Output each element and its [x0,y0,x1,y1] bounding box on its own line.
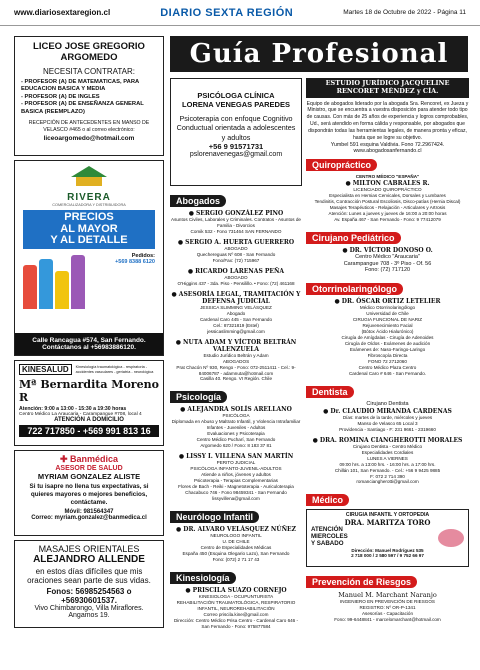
kinesiologo-line: Correo priscila.kine@gmail.com [203,611,269,617]
medico-dir: Dirección: Manuel Rodríguez 535 [351,547,424,553]
abogado-line: Cardenal Caro 445 - San Fernando [199,316,272,322]
abogado-name [170,239,302,246]
banmedica-name: MYRIAM GONZALEZ ALISTE [37,472,141,481]
section-medico: Médico [306,494,349,506]
abogado-name-text: RICARDO LARENAS PEÑA [195,267,285,275]
estudio-title: ESTUDIO JURÍDICO JACQUELINE RENCORET MÉNDEZ y CÍA. [306,78,469,98]
kinesiologo-line: REHABILITACIÓN TRAUMATOLÓGICA, RESPIRATORIO INFANTIL, NEUROREHABILITACIÓN [176,599,296,611]
rivera-orders [87,253,155,265]
kinesalud-ad [14,360,164,446]
medico-ad [306,509,469,567]
liceo-need: NECESITA CONTRATAR: [42,66,135,76]
psicologo-line: Chacabuco 746 - Fono 98459341 - San Fernando [185,490,287,496]
dentista-line: Cirujano Dentista - Centro Médico [352,443,423,449]
guia-title: Guía Profesional [170,36,468,72]
masajes-phones: Fonos: 56985254563 o +56930601537. [46,587,132,606]
kinesiologia-list [170,587,302,630]
abogado-line: ABOGADOS [222,358,250,364]
kinesalud-name: Mª Bernardita Moreno R [19,378,159,404]
psicologo-line: PSICÓLOGA [222,413,250,419]
quiro-line: Tendinitis, Contracción Postural Escoliosis, Disco-patías (Hernia Discal) [314,198,461,204]
abogado-line: jessicaslimming@gmail.com [207,328,265,334]
newspaper-name: DIARIO SEXTA REGIÓN [160,6,294,19]
psicologo-name-text: LISSY I. VILLENA SAN MARTÍN [186,453,294,461]
section-riesgos: Prevención de Riesgos [306,576,417,588]
psicologo-line: PERITO JUDICIAL [216,460,256,466]
bullet-icon: ● [188,210,194,217]
otorrino-line: Centro Médico Plaza Centro [358,364,417,370]
otorrino-line: (Bótox Ácido Hialurónico) [361,329,414,335]
promo-line: AL MAYOR [60,222,118,235]
child-illustration-icon [438,529,464,547]
quiro-line: Atención: Lunes a jueves y jueves de 16:00 a 20:00 horas [328,210,447,216]
abogado-line: JESSICA SLIMMING VELÁSQUEZ [200,304,272,310]
kinesalud-home: ATENCIÓN A DOMICILIO [54,417,124,423]
cirujano-line: Centro Médico "Araucaria" [355,253,420,260]
middle-column [170,78,302,634]
otorrino-line: Fibroscopía Directa [367,353,408,358]
banmedica-pitch: Si tu isapre no llena tus expectativas, si quieres mayores o mejores beneficios, contáctame. [29,483,149,506]
bullet-icon: ● [345,179,351,187]
psicologo-line: PSICÓLOGA INFANTO-JUVENIL-ADULTOS [190,466,282,472]
neurologo-entry [170,526,302,563]
dentista-line: LUNES A VIERNES [367,455,408,461]
abogado-entry [170,339,302,383]
otorrino-line: Cardenal Caro # 646 - San Fernando. [348,370,427,376]
psicologo-line: Argomedo 620 / Fono: 8 183 37 81 [200,443,272,449]
otorrino-line: CIRUGIA FUNCIONAL DE NARIZ [352,317,423,323]
product-images [15,249,163,309]
otorrino-name: DR. ÓSCAR ORTIZ LETELIER [341,298,441,306]
quiro-line: Av. España 467 - San Fernando - Fono: 9 77412079 [334,216,441,222]
medico-phone: 2 718 000 / 2 580 597 / 9 752 66 97 [351,552,424,558]
kinesalud-desc: Kinesiología traumatológica - respiratoria - accidentes vasculares - geriatría - neurológica [75,364,154,374]
dentista-line: romanciangherotti@gmail.com [356,479,419,485]
rivera-logo [15,161,163,207]
kinesiologo-name [170,587,302,594]
dentista-entry [306,437,469,486]
liceo-title-1: LICEO JOSE GREGORIO [33,41,145,52]
promo-line: Y AL DETALLE [50,234,128,247]
otorrino-line: Rejuvenecimiento Facial [362,323,413,329]
section-neurologo: Neurólogo Infantil [170,511,259,523]
abogado-line: Comik 532 - Fono 731464 SAN FERNANDO [190,228,282,234]
riesgos-line: Asesorías - Capacitación [361,611,414,617]
dentista-entry [306,401,469,486]
rivera-contact: Contáctanos al +56983886120. [42,344,136,351]
left-ads-column [14,36,164,632]
abogado-line: Quechereguas Nº 608 - San Fernando [196,251,276,257]
medico-line1: CIRUGIA INFANTIL Y ORTOPEDIA [345,512,430,519]
psicologo-line: lissyvillena@gmail.com [212,496,260,502]
estudio-web: www.abogadosanfernando.cl [353,147,422,154]
rivera-sub: COMERCIALIZADORA Y DISTRIBUIDORA [52,203,126,207]
psicologo-line: Diplomada en Abuso y Maltrato Infantil, y Violencia Intrafamiliar [171,419,301,425]
banmedica-phone: Móvil: 981564347 [64,508,114,515]
masajes-title: MASAJES ORIENTALES [38,544,140,554]
kinesalud-logo: KINESALUD [19,364,72,375]
dentista-intro: Cirujano Dentista [366,400,409,407]
bottle-image [71,255,85,309]
abogado-name [170,291,302,305]
quiro-line: Masajes Terapéuticos - Relajación - Articulares y Artrosis [329,204,446,210]
section-dentista: Dentista [306,386,354,398]
riesgos-line: INGENIERO EN PREVENCIÓN DE RIESGOS [340,599,435,605]
psicologo-line: Flores de Bach - Reiki - Magnetoterapia - Auriculoterapia [178,484,294,490]
neurologo-name [170,526,302,533]
bullet-icon: ● [175,526,182,534]
psicologa-name: LORENA VENEGAS PAREDES [182,100,290,109]
dentista-list [306,408,469,486]
quiro-center: CENTRO MÉDICO "ESPAÑA" [355,173,420,179]
atencion-line: ATENCIÓN [311,526,343,534]
atencion-line: MIERCOLES [311,533,348,541]
abogado-name-text: SERGIO GONZÁLEZ PINO [195,210,284,217]
banmedica-ad [14,450,164,536]
psicologo-line: Infantes - Juveniles - Adultos [206,425,266,431]
bullet-icon: ● [185,586,191,594]
abogado-line: Asuntos Civiles, Laborales y Criminales. Contratos - Asuntos de Familia - Divorcios [171,217,301,228]
otorrino-line: Universidad de Chile [366,311,409,317]
abogado-name-text: NUTA ADAM Y VÍCTOR BELTRÁN VALENZUELA [183,338,297,353]
bullet-icon: ● [175,338,182,346]
otorrino-line: Cirugía de Amígdalas - Cirugía de Adenoides [341,335,434,341]
liceo-item: - PROFESOR (A) DE MATEMATICAS, PARA EDUCACION BASICA Y MEDIA [21,78,139,93]
abogado-line: ABOGADO [224,274,248,280]
neurologo-list [170,526,302,563]
abogado-entry [170,291,302,335]
dentista-line: 09:00 hrs. a 13:00 hrs. - 16:00 hrs. a 17:00 hrs. [339,461,436,467]
bullet-icon: ● [342,246,348,254]
liceo-email: liceoargomedo@hotmail.com [43,134,135,142]
rivera-address: Calle Rancagua #574, San Fernando. [32,337,146,344]
section-cirujano: Cirujano Pediátrico [306,232,401,244]
house-logo-icon [69,165,109,187]
liceo-item: - PROFESOR (A) DE ENSEÑANZA GENERAL BASICA (REEMPLAZO) [21,101,144,115]
medico-name: DRA. MARITZA TORO [344,518,431,528]
section-quiropractico: Quiropráctico [306,159,377,171]
quiro-line: LICENCIADO QUIROPRÁCTICO [353,186,422,192]
abogado-name [170,268,302,275]
neurologo-line: Fono: (072) 2 71 17 43 [212,556,260,562]
neurologo-name-text: DR. ALVARO VELÁSQUEZ NÚÑEZ [183,526,297,534]
estudio-phone: Yumbel 591 esquina Valdivia. Fono 72.2967424. [330,141,445,148]
atencion-line: Y SABADO [311,540,344,548]
promo-line: PRECIOS [64,211,114,223]
section-abogados: Abogados [170,195,226,207]
masajes-ad [14,540,164,628]
bullet-icon: ● [323,407,329,415]
abogado-entry [170,268,302,287]
kinesalud-header [19,364,159,375]
dentista-line: Manso de Velasco 65 Local 3 [357,420,418,426]
bullet-icon: ● [180,406,186,414]
masajes-name: ALEJANDRO ALLENDE [33,554,145,565]
psicologo-entry [170,406,302,449]
bottle-image [23,265,37,309]
cirujano-name: DR. VÍCTOR DONOSO O. [349,246,433,254]
bullet-icon: ● [178,453,185,461]
banmedica-email: Correo: myriam.gonzalez@banmedica.cl [31,514,147,521]
neurologo-line: España 450 (Esquina Olegario Lazo), San Fernando [182,550,290,556]
bullet-icon: ● [334,298,340,306]
liceo-ad [14,36,164,156]
rivera-ad [14,160,164,356]
masajes-address: Vivo Chimbarongo, Villa Miraflores. Angamos 19. [34,605,144,620]
abogado-entry [170,239,302,264]
bottle-image [55,271,69,309]
abogado-line: ABOGADO [224,245,248,251]
psicologa-clinica-ad [170,78,302,186]
bullet-icon: ● [171,290,177,298]
psicologa-email: pslorenavenegas@gmail.com [189,151,283,159]
riesgos-line: REGISTRO: Nº OR-P-1341 [359,605,416,611]
neurologo-line: Centro de Especialidades Médicas [200,544,272,550]
banmedica-logo: ✚ Banmédica [59,454,119,464]
kinesiologo-name-text: PRISCILA SUAZO CORNEJO [192,586,287,594]
psicologo-line: Psicoterapia - Terapias Complementarias [194,478,278,484]
abogados-list [170,210,302,382]
psicologo-entry [170,453,302,502]
abogado-name [170,339,302,353]
quiropractico-entry [306,174,469,223]
abogado-line: Abogado [226,310,246,316]
abogado-line: O'Higgins 437 - 3da. Piso - Pensilillo. • Fono: (72) 461168 [177,280,295,286]
rivera-footer [15,333,163,355]
otorrino-line: Médico Otorrinolaringólogo [359,305,416,311]
psicologia-list [170,406,302,502]
bullet-icon: ● [177,238,184,246]
dentista-entry [306,408,469,433]
right-column [306,78,469,627]
dentista-name [306,437,469,444]
liceo-title-2: ARGOMEDO [60,52,118,64]
dentista-name-text: DRA. ROMINA CIANGHEROTTI MORALES [319,436,463,444]
cirujano-line: Fono: (72) 717120 [364,267,411,274]
site-url: www.diariosextaregion.cl [14,8,111,17]
kinesalud-center: Centro Médico La Araucaria - Carampangue #708, local 4 [19,412,142,417]
dentista-line: F: 072 2 714 390 [370,473,405,479]
kinesiologo-line: KINESIOLOGA - OCUPUNTURISTA [198,593,274,599]
page-date: Martes 18 de Octubre de 2022 - Página 11 [343,9,466,16]
liceo-item: - PROFESOR (A) DE INGLES [21,93,100,100]
abogado-entry [170,210,302,235]
bullet-icon: ● [187,267,194,275]
masajes-text: en estos días difíciles que mis oraciones sean parte de sus vidas. [27,567,151,586]
riesgos-entry [306,591,469,623]
otorrino-entry [306,298,469,377]
neurologo-line: U. DE CHILE [222,539,250,544]
kinesiologo-line: Dirección: Centro Médico Prisa Centro - Cardenal Caro 646 - San Fernando - Fono: 975877584 [173,617,299,629]
kinesalud-hours: Atención: 9:00 a 13:00 - 15:30 a 19:30 horas [19,406,127,412]
otorrino-line: FONO 72 2712060 [368,358,407,364]
otorrino-line: Exámenes de: Naso-Faringo-Laringo [349,347,426,353]
abogado-line: Casilla 40. Rengo. VI Región. Chile [199,376,272,382]
abogado-name [170,210,302,217]
psicologo-name [170,453,302,460]
section-otorrino: Otorrinolaringólogo [306,283,403,295]
orders-phone: +569 8388 6120 [115,258,155,265]
orders-label: Pedidos: [131,252,155,259]
otorrino-lines [306,305,469,377]
psicologo-line: Centro Médico Pucharí, San Fernando [196,437,276,443]
dentista-line: Días: martes de la tarde, miércoles y jueves [342,414,433,420]
rivera-brand: RIVERA [67,192,111,203]
abogado-line: Fono/Fax: (72) 715967 [212,257,260,263]
banmedica-role: ASESOR DE SALUD [55,465,123,472]
dentista-name [306,408,469,415]
cirujano-entry [306,247,469,275]
bottle-image [39,259,53,309]
psicologo-line: Evaluaciones y Psicoterapia [207,431,265,437]
dentista-line: Especialidades Cordiales [361,449,414,455]
dentista-line: Chillán 101, San Fernando. - Cel.: +56 9 9425 9885 [334,467,441,473]
section-kinesiologia: Kinesiología [170,572,236,584]
psicologa-desc: Psicoterapia con enfoque Cognitivo Conductual orientada a adolescentes y adultos [176,114,296,142]
quiro-line: Especialista en Hernias Cervicales, Dorsales y Lumbares [329,192,446,198]
bullet-icon: ● [312,436,318,444]
abogado-line: Estudio Jurídico Beltrán y Adam [203,352,269,358]
abogado-line: Prat Chacón Nº 930, Rengo - Fono: 072-2511411 - Cel.: 9-84006787 - adamnuta@hotmail.com [176,364,296,376]
psicologo-name-text: ALEJANDRA SOLÍS ARELLANO [187,406,292,414]
dentista-line: Providencia - Santiago - F: 231 9661 - 2319660 [339,426,436,432]
kinesiologo-entry [170,587,302,630]
rivera-promo [23,210,155,249]
kinesalud-phones: 722 717850 - +569 991 813 16 [19,425,159,437]
psicologo-line: Atiende a niños, jóvenes y adultos [201,472,271,478]
liceo-note: RECEPCIÓN DE ANTECEDENTES EN MANSO DE VELASCO #465 o al correo electrónico: [28,120,150,134]
abogado-name-text: SERGIO A. HUERTA GUERRERO [185,238,295,246]
psicologa-line1: PSICÓLOGA CLÍNICA [197,91,275,100]
dentista-name-text: Dr. CLAUDIO MIRANDA CARDENAS [330,407,452,415]
riesgos-name: Manuel M. Marchant Naranjo [338,591,437,600]
medico-atencion [311,527,348,547]
psicologa-phone: +56 9 91571731 [208,142,264,152]
cirujano-line: Carampangue 708 - 3º Piso - Of. 56 [343,260,432,267]
neurologo-line: NEUROLOGO INFANTIL [210,533,262,539]
page-header [0,0,480,26]
abogado-name-text: ASESORÍA LEGAL, TRAMITACIÓN Y DEFENSA JUDICIAL [178,290,301,305]
estudio-juridico-ad [306,78,469,154]
riesgos-line: Fono: 99-6448841 - marcelomarchant@hotmail.com [334,617,441,623]
otorrino-line: Cirugía de Oídos - Exámenes de audición [344,341,431,347]
section-psicologia: Psicología [170,391,227,403]
banmedica-logo-text: Banmédica [70,454,119,464]
estudio-text: Equipo de abogados liderado por la abogada Sra. Rencoret, ex Jueza y Ministro, que se encuentra a vuestra disposición para atender todo tipo de causas. Con más de 25 años de experiencia y logros comprobables, Ud., será atendido en forma cálida y responsable, por abogados que dispondrán todas las herramientas legales, de manera pronta y eficaz, hasta que se logre su objetivo. [306,100,469,141]
quiro-name: MILTON CABRALES R. [352,179,430,187]
abogado-line: Cel.: 87321819 (Estel) [213,322,259,328]
